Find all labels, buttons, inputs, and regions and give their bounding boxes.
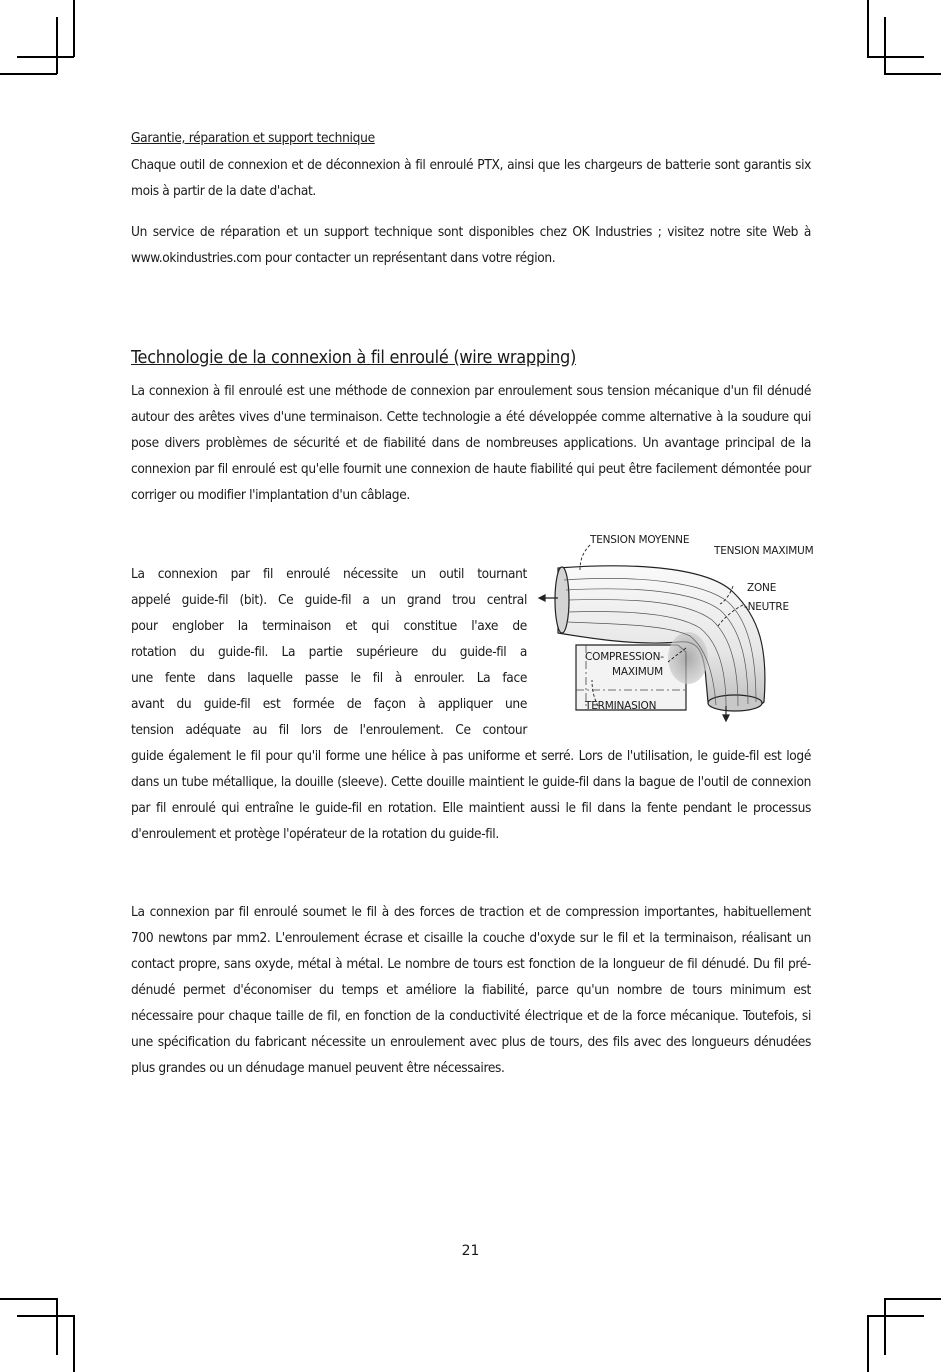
crop-mark (56, 17, 58, 74)
paragraph: guide également le fil pour qu'il forme une hélice à pas uniforme et serré. Lors de l'utilisation, le guide-fil est logé dans un tube métallique, la douille (sleeve). Cette douille maintient le guide-fil dans la bague de l'outil de connexion par fil enroulé qui entraîne le guide-fil en rotation. Elle maintient aussi le fil dans la fente pendant le processus d'enroulement et protège l'opérateur de la rotation du guide-fil. (131, 748, 811, 842)
crop-mark (0, 73, 57, 75)
paragraph: Chaque outil de connexion et de déconnexion à fil enroulé PTX, ainsi que les chargeurs de batterie sont garantis six mois à partir de la date d'achat. (131, 157, 811, 199)
text-line: appelé guide-fil (bit). Ce guide-fil a un grand trou central (131, 592, 527, 608)
label-terminasion: TERMINASION (585, 700, 657, 712)
crop-mark (0, 1298, 57, 1300)
crop-mark (73, 1315, 75, 1372)
crop-mark (884, 1298, 886, 1355)
page-number: 21 (461, 1243, 480, 1259)
paragraph: La connexion par fil enroulé soumet le fil à des forces de traction et de compression importantes, habituellement 700 newtons par mm2. L'enroulement écrase et cisaille la couche d'oxyde sur le fil et la terminaison, réalisant un contact propre, sans oxyde, métal à métal. Le nombre de tours est fonction de la longueur de fil dénudé. Du fil pré-dénudé permet d'économiser du temps et améliore la fiabilité, parce qu'un nombre de tours minimum est nécessaire pour chaque taille de fil, en fonction de la conductivité électrique et de la force mécanique. Toutefois, si une spécification du fabricant nécessite un enroulement avec plus de tours, des fils avec des longueurs dénudées plus grandes ou un dénudage manuel peuvent être nécessaires. (131, 904, 811, 1076)
warranty-paragraph (131, 152, 811, 204)
label-zone: ZONE (747, 582, 777, 594)
label-tension-moyenne: TENSION MOYENNE (590, 534, 690, 546)
crop-mark (867, 1315, 924, 1317)
crop-mark (867, 56, 924, 58)
bit-paragraph-narrow (131, 561, 527, 743)
crop-mark (867, 0, 869, 57)
text-line: tension adéquate au fil lors de l'enroulement. Ce contour (131, 722, 527, 738)
crop-mark (884, 73, 941, 75)
crop-mark (867, 1315, 869, 1372)
crop-mark (17, 1315, 74, 1317)
section-heading-wire-wrapping: Technologie de la connexion à fil enroulé (wire wrapping) (131, 347, 577, 368)
crop-mark (884, 1298, 941, 1300)
text-line: pour englober la terminaison et qui constitue l'axe de (131, 618, 527, 634)
section-heading-warranty: Garantie, réparation et support technique (131, 130, 375, 146)
paragraph: La connexion à fil enroulé est une méthode de connexion par enroulement sous tension mécanique d'un fil dénudé autour des arêtes vives d'une terminaison. Cette technologie a été développée comme alternative à la soudure qui pose divers problèmes de sécurité et de fiabilité dans de nombreuses applications. Un avantage principal de la connexion par fil enroulé est qu'elle fournit une connexion de haute fiabilité qui peut être facilement démontée pour corriger ou modifier l'implantation d'un câblage. (131, 383, 811, 503)
text-line: avant du guide-fil est formée de façon à appliquer une (131, 696, 527, 712)
label-compression: COMPRESSION- (585, 651, 664, 663)
label-maximum: MAXIMUM (612, 666, 663, 678)
text-line: une fente dans laquelle passe le fil à enrouler. La face (131, 670, 527, 686)
paragraph: Un service de réparation et un support technique sont disponibles chez OK Industries ; visitez notre site Web à www.okindustries.com pour contacter un représentant dans votre région. (131, 224, 811, 266)
support-paragraph (131, 219, 811, 271)
forces-paragraph (131, 899, 811, 1081)
label-tension-maximum: TENSION MAXIMUM (714, 545, 814, 557)
text-line: rotation du guide-fil. La partie supérieure du guide-fil a (131, 644, 527, 660)
intro-paragraph (131, 378, 811, 508)
crop-mark (17, 56, 74, 58)
wire-bend-stress-figure (528, 530, 828, 722)
crop-mark (73, 0, 75, 57)
crop-mark (56, 1298, 58, 1355)
text-line: La connexion par fil enroulé nécessite un outil tournant (131, 566, 527, 582)
crop-mark (884, 17, 886, 74)
bit-paragraph-continued (131, 743, 811, 847)
label-neutre: -NEUTRE (744, 601, 789, 613)
bent-wire-illustration (528, 530, 828, 722)
